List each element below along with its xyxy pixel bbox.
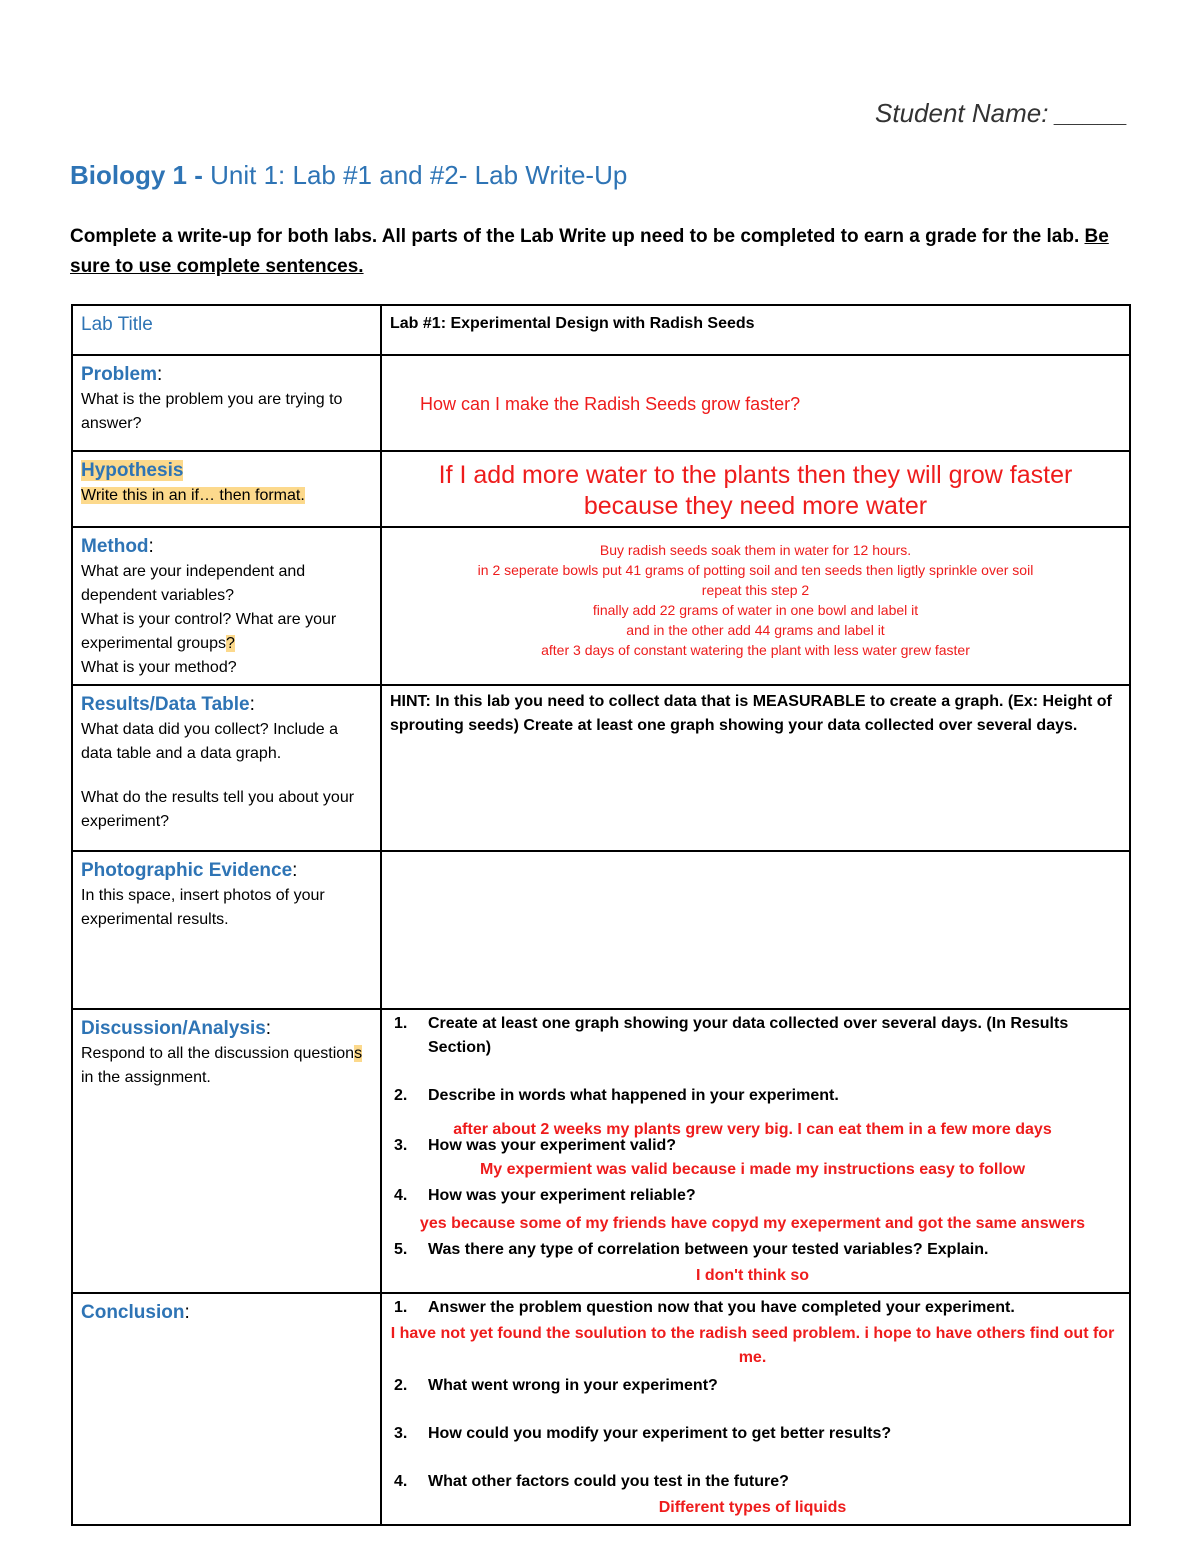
- problem-colon: :: [157, 364, 163, 385]
- discussion-description-highlight: s: [354, 1045, 363, 1062]
- title-unit: Unit 1: Lab #1 and #2- Lab Write-Up: [210, 160, 628, 190]
- photo-heading: [81, 858, 372, 884]
- question-number: 5.: [394, 1241, 408, 1258]
- hypothesis-heading: [81, 458, 372, 484]
- problem-description: What is the problem you are trying to answer?: [81, 391, 343, 432]
- discussion-question-5: [394, 1238, 1115, 1262]
- method-label: Method: [81, 536, 149, 557]
- conclusion-label: Conclusion: [81, 1302, 185, 1323]
- photo-label: Photographic Evidence: [81, 860, 293, 881]
- photo-description: In this space, insert photos of your experimental results.: [81, 887, 325, 928]
- row-results: [72, 685, 1130, 851]
- document-title: [70, 160, 627, 191]
- method-answer-cell[interactable]: [381, 527, 1130, 685]
- discussion-answer-4[interactable]: yes because some of my friends have copyd my exeperment and got the same answers: [419, 1215, 1086, 1232]
- instructions-emphasis: Be sure to use complete sentences.: [70, 226, 1109, 277]
- discussion-question-1: [394, 1012, 1115, 1060]
- question-number: 1.: [394, 1299, 408, 1316]
- method-question-variables: What are your independent and dependent variables?: [81, 563, 306, 604]
- photo-label-cell: [72, 851, 381, 1009]
- question-text: How was your experiment valid?: [428, 1137, 677, 1154]
- question-text: Was there any type of correlation between your tested variables? Explain.: [428, 1241, 989, 1258]
- discussion-answer-2[interactable]: after about 2 weeks my plants grew very big. I can eat them in a few more days: [453, 1121, 1052, 1138]
- results-description-1: What data did you collect? Include a data table and a data graph.: [81, 721, 339, 762]
- row-hypothesis: [72, 451, 1130, 527]
- hypothesis-description: Write this in an if… then format.: [81, 487, 305, 504]
- lab-writeup-table: [71, 304, 1131, 1526]
- method-heading: [81, 534, 372, 560]
- lab-title-value: Lab #1: Experimental Design with Radish Seeds: [390, 315, 755, 332]
- conclusion-question-2: [394, 1374, 1115, 1398]
- question-number: 2.: [394, 1377, 408, 1394]
- problem-label: Problem: [81, 364, 158, 385]
- method-answer-line: after 3 days of constant watering the plant with less water grew faster: [541, 642, 970, 658]
- row-discussion: [72, 1009, 1130, 1293]
- problem-answer-cell[interactable]: [381, 355, 1130, 451]
- results-label-cell: [72, 685, 381, 851]
- question-number: 1.: [394, 1015, 408, 1032]
- question-number: 4.: [394, 1473, 408, 1490]
- conclusion-answer-4[interactable]: Different types of liquids: [658, 1499, 847, 1516]
- title-course: Biology 1 -: [70, 160, 211, 190]
- discussion-question-3: [394, 1134, 1115, 1158]
- discussion-description-a: Respond to all the discussion question: [81, 1045, 355, 1062]
- question-text: Answer the problem question now that you have completed your experiment.: [428, 1299, 1015, 1316]
- hypothesis-answer[interactable]: If I add more water to the plants then they will grow faster because they need more water: [438, 461, 1073, 520]
- conclusion-answer-cell[interactable]: [381, 1293, 1130, 1525]
- hypothesis-description-wrap: [81, 484, 372, 508]
- question-text: What went wrong in your experiment?: [428, 1377, 718, 1394]
- results-description-2: What do the results tell you about your experiment?: [81, 789, 355, 830]
- conclusion-question-1: [394, 1296, 1115, 1320]
- row-conclusion: [72, 1293, 1130, 1525]
- conclusion-label-cell: [72, 1293, 381, 1525]
- method-question-mark: ?: [225, 635, 235, 652]
- conclusion-question-3: [394, 1422, 1115, 1446]
- conclusion-answer-1[interactable]: I have not yet found the soulution to the radish seed problem. i hope to have others find out for me.: [390, 1325, 1115, 1366]
- hypothesis-answer-cell[interactable]: [381, 451, 1130, 527]
- results-hint: HINT: In this lab you need to collect data that is MEASURABLE to create a graph. (Ex: Height of sprouting seeds) Create at least one graph showing your data collected over several days.: [390, 693, 1112, 734]
- results-colon: :: [249, 694, 255, 715]
- question-text: What other factors could you test in the future?: [428, 1473, 789, 1490]
- method-answer-line: repeat this step 2: [701, 582, 810, 598]
- discussion-questions: [390, 1012, 1121, 1288]
- conclusion-heading: [81, 1300, 372, 1326]
- question-number: 4.: [394, 1187, 408, 1204]
- question-number: 2.: [394, 1087, 408, 1104]
- discussion-colon: :: [265, 1018, 272, 1039]
- row-method: [72, 527, 1130, 685]
- results-answer-cell[interactable]: [381, 685, 1130, 851]
- lab-title-value-cell: [381, 305, 1130, 355]
- method-answer-line: and in the other add 44 grams and label it: [626, 622, 885, 638]
- method-question-control: What is your control? What are your experimental groups: [81, 611, 337, 652]
- discussion-heading: [81, 1016, 372, 1042]
- question-text: How could you modify your experiment to get better results?: [428, 1425, 892, 1442]
- lab-title-label: Lab Title: [81, 314, 153, 335]
- row-lab-title: [72, 305, 1130, 355]
- row-photo: [72, 851, 1130, 1009]
- discussion-description-b: in the assignment.: [81, 1069, 211, 1086]
- method-answer-line: finally add 22 grams of water in one bowl and label it: [592, 602, 919, 618]
- photo-colon: :: [292, 860, 298, 881]
- method-answer[interactable]: [390, 532, 1121, 660]
- method-answer-line: Buy radish seeds soak them in water for 12 hours.: [599, 542, 912, 558]
- conclusion-questions: [390, 1296, 1121, 1520]
- method-question-control-wrap: [81, 608, 372, 656]
- discussion-answer-3[interactable]: My expermient was valid because i made my instructions easy to follow: [479, 1161, 1026, 1178]
- conclusion-colon: :: [184, 1302, 190, 1323]
- question-text: Describe in words what happened in your experiment.: [428, 1087, 839, 1104]
- question-text: How was your experiment reliable?: [428, 1187, 696, 1204]
- discussion-label: Discussion/Analysis: [81, 1018, 266, 1039]
- instructions: [70, 222, 1130, 282]
- student-name-field: Student Name: _____: [875, 98, 1128, 128]
- discussion-label-cell: [72, 1009, 381, 1293]
- problem-heading: [81, 362, 372, 388]
- hypothesis-label: Hypothesis: [81, 460, 184, 481]
- results-heading: [81, 692, 372, 718]
- method-label-cell: [72, 527, 381, 685]
- discussion-answer-5[interactable]: I don't think so: [695, 1267, 810, 1284]
- photo-answer-cell[interactable]: [381, 851, 1130, 1009]
- results-label: Results/Data Table: [81, 694, 250, 715]
- question-number: 3.: [394, 1425, 408, 1442]
- discussion-question-2: [394, 1084, 1115, 1108]
- row-problem: [72, 355, 1130, 451]
- problem-answer[interactable]: How can I make the Radish Seeds grow faster?: [420, 394, 801, 414]
- conclusion-question-4: [394, 1470, 1115, 1494]
- question-number: 3.: [394, 1137, 408, 1154]
- method-colon: :: [148, 536, 154, 557]
- lab-title-label-cell: [72, 305, 381, 355]
- method-answer-line: in 2 seperate bowls put 41 grams of potting soil and ten seeds then ligtly sprinkle over soil: [477, 562, 1034, 578]
- problem-label-cell: [72, 355, 381, 451]
- discussion-description: [81, 1042, 372, 1090]
- instructions-text: Complete a write-up for both labs. All parts of the Lab Write up need to be completed to earn a grade for the lab.: [70, 226, 1085, 247]
- method-question-method: What is your method?: [81, 659, 237, 676]
- discussion-answer-cell[interactable]: [381, 1009, 1130, 1293]
- question-text: Create at least one graph showing your data collected over several days. (In Results Section): [428, 1015, 1069, 1056]
- hypothesis-label-cell: [72, 451, 381, 527]
- discussion-question-4: [394, 1184, 1115, 1208]
